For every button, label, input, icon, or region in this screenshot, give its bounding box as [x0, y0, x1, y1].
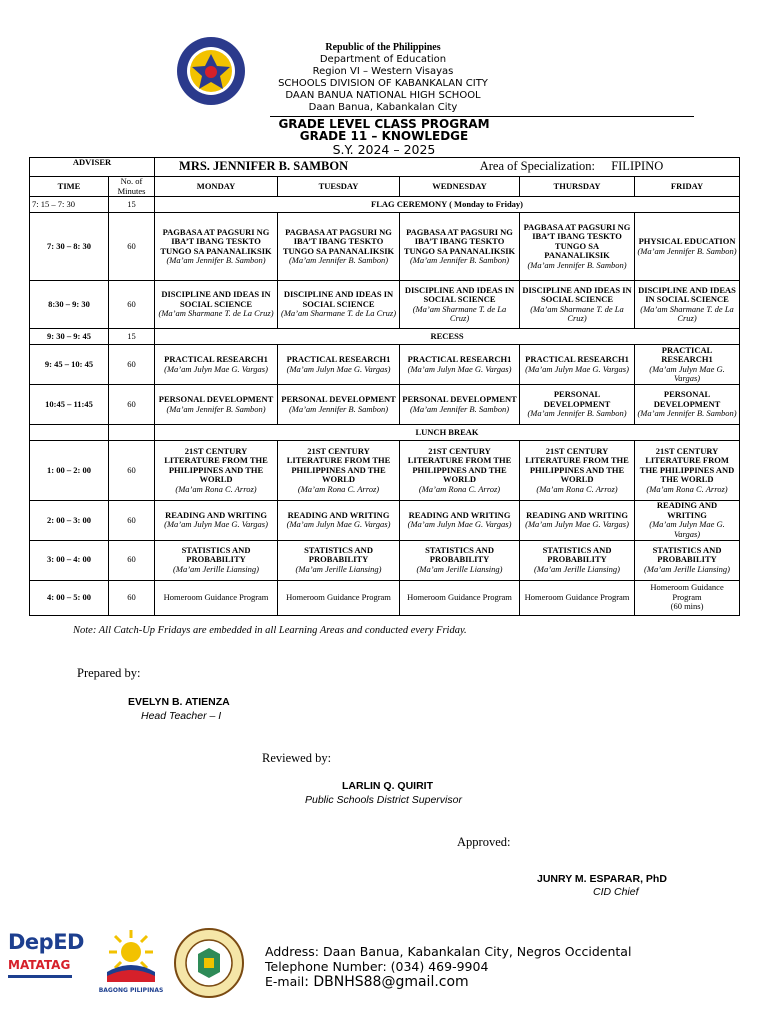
- subject-name: PHYSICAL EDUCATION: [638, 236, 736, 247]
- teacher-name: (Ma’am Rona C. Arroz): [175, 484, 257, 495]
- header-block: [250, 42, 516, 114]
- teacher-name: (Ma’am Jennifer B. Sambon): [409, 255, 510, 266]
- subject-name: STATISTICS AND PROBABILITY: [304, 544, 373, 565]
- teacher-name: (Ma’am Jennifer B. Sambon): [288, 403, 389, 414]
- homeroom-duration: (60 mins): [670, 601, 704, 612]
- subject-name: STATISTICS AND PROBABILITY: [425, 544, 494, 565]
- col-time: TIME: [30, 177, 109, 197]
- subject-name: 21ST CENTURY LITERATURE FROM THE PHILIPPINES AND THE WORLD: [525, 445, 629, 485]
- subject-name: PRACTICAL RESEARCH1: [407, 354, 512, 365]
- teacher-name: (Ma’am Julyn Mae G. Vargas): [164, 363, 268, 374]
- table-row: [30, 213, 740, 281]
- logo-underline: [8, 975, 72, 978]
- table-row: [30, 540, 740, 580]
- teacher-name: (Ma’am Jennifer B. Sambon): [527, 260, 627, 271]
- minutes-cell: 15: [109, 329, 155, 345]
- table-row: [30, 425, 740, 441]
- subject-cell: [520, 385, 635, 425]
- time-cell: 9: 45 – 10: 45: [30, 345, 109, 385]
- email-value[interactable]: : DBNHS88@gmail.com: [304, 974, 469, 990]
- subject-name: DISCIPLINE AND IDEAS IN SOCIAL SCIENCE: [638, 284, 736, 305]
- minutes-cell: 60: [109, 385, 155, 425]
- time-cell: 4: 00 – 5: 00: [30, 580, 109, 615]
- teacher-name: (Ma’am Jerille Liansing): [644, 563, 730, 574]
- time-cell: 9: 30 – 9: 45: [30, 329, 109, 345]
- approved-by-name: JUNRY M. ESPARAR, PhD: [537, 873, 667, 885]
- teacher-name: (Ma’am Julyn Mae G. Vargas): [286, 519, 391, 530]
- division-seal-icon: [174, 928, 244, 998]
- subject-cell: [520, 281, 635, 329]
- recess-cell: RECESS: [155, 329, 740, 345]
- lunch-break-cell: LUNCH BREAK: [155, 425, 740, 441]
- table-row: [30, 580, 740, 615]
- minutes-cell: 15: [109, 197, 155, 213]
- specialization-value: FILIPINO: [611, 159, 664, 174]
- subject-name: PRACTICAL RESEARCH1: [286, 354, 391, 365]
- table-row: [30, 501, 740, 540]
- subject-cell: [155, 501, 278, 540]
- teacher-name: (Ma’am Julyn Mae G. Vargas): [164, 519, 268, 530]
- homeroom-cell: Homeroom Guidance Program: [155, 580, 278, 615]
- subject-cell: [400, 213, 520, 281]
- school-division-seal: [174, 928, 244, 998]
- footer-phone: Telephone Number: (034) 469-9904: [265, 959, 489, 974]
- subject-cell: [400, 345, 520, 385]
- teacher-name: (Ma’am Rona C. Arroz): [536, 484, 618, 495]
- email-label: E-mail: [265, 974, 305, 989]
- subject-name: PRACTICAL RESEARCH1: [164, 354, 268, 365]
- subject-cell: [635, 281, 740, 329]
- teacher-name: (Ma’am Jennifer B. Sambon): [288, 255, 389, 266]
- teacher-name: (Ma’am Jerille Liansing): [295, 563, 382, 574]
- school-year: S.Y. 2024 – 2025: [332, 142, 436, 157]
- subject-name: 21ST CENTURY LITERATURE FROM THE PHILIPPINES AND THE WORLD: [286, 445, 391, 485]
- table-row: [30, 385, 740, 425]
- table-row: [30, 345, 740, 385]
- minutes-cell: 60: [109, 213, 155, 281]
- subject-name: READING AND WRITING: [526, 509, 628, 520]
- subject-cell: [278, 213, 400, 281]
- teacher-name: (Ma’am Julyn Mae G. Vargas): [525, 519, 629, 530]
- subject-cell: [635, 213, 740, 281]
- time-cell: [30, 425, 109, 441]
- homeroom-cell: Homeroom Guidance Program: [278, 580, 400, 615]
- specialization-label: Area of Specialization:: [479, 159, 595, 174]
- subject-name: PERSONAL DEVELOPMENT: [158, 394, 274, 405]
- subject-name: PRACTICAL RESEARCH1: [661, 344, 713, 365]
- time-cell: 2: 00 – 3: 00: [30, 501, 109, 540]
- subject-name: DISCIPLINE AND IDEAS IN SOCIAL SCIENCE: [283, 289, 394, 309]
- reviewed-by-label: Reviewed by:: [262, 751, 332, 765]
- reviewed-by-role: Public Schools District Supervisor: [305, 794, 462, 806]
- catch-up-note: Note: All Catch-Up Fridays are embedded in all Learning Areas and conducted every Friday.: [73, 625, 467, 636]
- col-thursday: THURSDAY: [520, 177, 635, 197]
- adviser-info: [155, 158, 740, 177]
- header-division: SCHOOLS DIVISION OF KABANKALAN CITY: [278, 78, 488, 89]
- col-minutes: No. of Minutes: [109, 177, 155, 197]
- flag-ceremony-cell: FLAG CEREMONY ( Monday to Friday): [155, 197, 740, 213]
- subject-cell: [155, 385, 278, 425]
- subject-name: PAGBASA AT PAGSURI NG IBA’T IBANG TESKTO TUNGO SA PANANALIKSIK: [282, 226, 395, 256]
- homeroom-text: Homeroom Guidance Program: [650, 582, 724, 602]
- teacher-name: (Ma’am Julyn Mae G. Vargas): [649, 519, 725, 539]
- teacher-name: (Ma’am Rona C. Arroz): [646, 484, 728, 495]
- teacher-name: (Ma’am Sharmane T. de La Cruz): [158, 308, 274, 319]
- subject-cell: [278, 281, 400, 329]
- table-row: [30, 197, 740, 213]
- subject-cell: [635, 385, 740, 425]
- subject-name: STATISTICS AND PROBABILITY: [181, 544, 251, 565]
- subject-cell: [278, 501, 400, 540]
- subject-name: READING AND WRITING: [408, 509, 511, 520]
- teacher-name: (Ma’am Sharmane T. de La Cruz): [530, 303, 624, 324]
- teacher-name: (Ma’am Jerille Liansing): [173, 563, 259, 574]
- teacher-name: (Ma’am Jennifer B. Sambon): [637, 245, 737, 256]
- minutes-cell: [109, 425, 155, 441]
- subject-name: READING AND WRITING: [165, 509, 267, 520]
- minutes-cell: 60: [109, 441, 155, 501]
- deped-seal-logo: [176, 36, 246, 106]
- subject-cell: [155, 345, 278, 385]
- subject-cell: [400, 501, 520, 540]
- subject-cell: [400, 385, 520, 425]
- subject-name: PERSONAL DEVELOPMENT: [281, 394, 396, 405]
- subject-cell: [520, 540, 635, 580]
- time-cell: 7: 30 – 8: 30: [30, 213, 109, 281]
- teacher-name: (Ma’am Julyn Mae G. Vargas): [649, 363, 725, 384]
- teacher-name: (Ma’am Jennifer B. Sambon): [409, 403, 510, 414]
- subject-cell: [400, 540, 520, 580]
- teacher-name: (Ma’am Sharmane T. de La Cruz): [412, 303, 507, 324]
- minutes-cell: 60: [109, 540, 155, 580]
- teacher-name: (Ma’am Jennifer B. Sambon): [527, 408, 627, 419]
- col-friday: FRIDAY: [635, 177, 740, 197]
- prepared-by-role: Head Teacher – I: [141, 710, 222, 722]
- subject-name: DISCIPLINE AND IDEAS IN SOCIAL SCIENCE: [522, 284, 632, 305]
- minutes-cell: 60: [109, 345, 155, 385]
- time-cell: 10:45 – 11:45: [30, 385, 109, 425]
- subject-name: PRACTICAL RESEARCH1: [525, 354, 629, 365]
- subject-name: PERSONAL DEVELOPMENT: [543, 389, 611, 409]
- homeroom-cell: Homeroom Guidance Program: [520, 580, 635, 615]
- teacher-name: (Ma’am Julyn Mae G. Vargas): [286, 363, 391, 374]
- footer-address: Address: Daan Banua, Kabankalan City, Negros Occidental: [265, 944, 632, 959]
- subject-cell: [400, 281, 520, 329]
- header-region: Region VI – Western Visayas: [312, 66, 454, 77]
- minutes-cell: 60: [109, 501, 155, 540]
- subject-name: STATISTICS AND PROBABILITY: [542, 544, 612, 565]
- approved-by-role: CID Chief: [593, 886, 639, 898]
- bagong-pilipinas-text: BAGONG PILIPINAS: [98, 987, 164, 994]
- subject-cell: [635, 540, 740, 580]
- teacher-name: (Ma’am Julyn Mae G. Vargas): [407, 363, 512, 374]
- table-row: [30, 441, 740, 501]
- header-address: Daan Banua, Kabankalan City: [308, 102, 458, 113]
- teacher-name: (Ma’am Jerille Liansing): [534, 563, 620, 574]
- homeroom-cell: Homeroom Guidance Program: [400, 580, 520, 615]
- teacher-name: (Ma’am Jennifer B. Sambon): [166, 255, 266, 266]
- teacher-name: (Ma’am Julyn Mae G. Vargas): [525, 363, 629, 374]
- teacher-name: (Ma’am Sharmane T. de La Cruz): [280, 308, 397, 319]
- sun-emblem-icon: [103, 928, 159, 982]
- teacher-name: (Ma’am Sharmane T. de La Cruz): [640, 303, 734, 324]
- subject-name: READING AND WRITING: [287, 509, 390, 520]
- subject-cell: [278, 385, 400, 425]
- subject-cell: [635, 441, 740, 501]
- time-cell: 7: 15 – 7: 30: [30, 197, 109, 213]
- approved-label: Approved:: [457, 835, 511, 849]
- teacher-name: (Ma’am Rona C. Arroz): [297, 484, 380, 495]
- time-cell: 1: 00 – 2: 00: [30, 441, 109, 501]
- matatag-logo-text: MATATAG: [8, 958, 71, 972]
- teacher-name: (Ma’am Julyn Mae G. Vargas): [407, 519, 512, 530]
- bagong-pilipinas-logo: [92, 928, 170, 998]
- adviser-name: MRS. JENNIFER B. SAMBON: [179, 159, 349, 174]
- time-cell: 8:30 – 9: 30: [30, 281, 109, 329]
- adviser-row: [30, 158, 740, 177]
- subject-cell: [155, 540, 278, 580]
- subject-name: 21ST CENTURY LITERATURE FROM THE PHILIPPINES AND THE WORLD: [164, 445, 268, 485]
- prepared-by-name: EVELYN B. ATIENZA: [128, 696, 230, 708]
- subject-name: READING AND WRITING: [656, 500, 718, 520]
- subject-cell: [278, 345, 400, 385]
- deped-matatag-logo: [8, 930, 83, 1000]
- footer-email: [265, 974, 469, 990]
- subject-cell: [278, 441, 400, 501]
- subject-name: PERSONAL DEVELOPMENT: [653, 389, 721, 409]
- subject-name: PAGBASA AT PAGSURI NG IBA’T IBANG TESKTO TUNGO SA PANANALIKSIK: [160, 226, 272, 256]
- col-tuesday: TUESDAY: [278, 177, 400, 197]
- col-wednesday: WEDNESDAY: [400, 177, 520, 197]
- teacher-name: (Ma’am Rona C. Arroz): [418, 484, 501, 495]
- reviewed-by-name: LARLIN Q. QUIRIT: [342, 780, 433, 792]
- adviser-label: ADVISER: [30, 158, 155, 177]
- prepared-by-label: Prepared by:: [77, 666, 141, 680]
- subject-cell: [520, 213, 635, 281]
- minutes-cell: 60: [109, 281, 155, 329]
- subject-name: PAGBASA AT PAGSURI NG IBA’T IBANG TESKTO TUNGO SA PANANALIKSIK: [523, 221, 631, 261]
- subject-name: PAGBASA AT PAGSURI NG IBA’T IBANG TESKTO TUNGO SA PANANALIKSIK: [403, 226, 516, 256]
- subject-cell: [155, 281, 278, 329]
- subject-cell: [520, 441, 635, 501]
- subject-cell: [520, 501, 635, 540]
- subject-name: 21ST CENTURY LITERATURE FROM THE PHILIPPINES AND THE WORLD: [639, 445, 735, 485]
- subject-cell: [400, 441, 520, 501]
- subject-cell: [635, 501, 740, 540]
- header-republic: Republic of the Philippines: [325, 42, 441, 53]
- subject-cell: [278, 540, 400, 580]
- subject-cell: [155, 441, 278, 501]
- teacher-name: (Ma’am Jennifer B. Sambon): [166, 403, 266, 414]
- subject-cell: [155, 213, 278, 281]
- header-school: DAAN BANUA NATIONAL HIGH SCHOOL: [285, 90, 481, 101]
- teacher-name: (Ma’am Jerille Liansing): [416, 563, 503, 574]
- subject-name: DISCIPLINE AND IDEAS IN SOCIAL SCIENCE: [404, 284, 515, 305]
- subject-name: PERSONAL DEVELOPMENT: [402, 394, 517, 405]
- class-program-table: [29, 157, 740, 616]
- col-monday: MONDAY: [155, 177, 278, 197]
- subject-cell: [635, 345, 740, 385]
- time-cell: 3: 00 – 4: 00: [30, 540, 109, 580]
- subject-cell: [520, 345, 635, 385]
- homeroom-cell: [635, 580, 740, 615]
- table-header-row: [30, 177, 740, 197]
- subject-name: DISCIPLINE AND IDEAS IN SOCIAL SCIENCE: [161, 289, 271, 309]
- subject-name: 21ST CENTURY LITERATURE FROM THE PHILIPPINES AND THE WORLD: [407, 445, 512, 485]
- doc-title: GRADE LEVEL CLASS PROGRAM: [278, 117, 490, 131]
- doc-subtitle: GRADE 11 – KNOWLEDGE: [299, 129, 469, 143]
- minutes-cell: 60: [109, 580, 155, 615]
- table-row: [30, 329, 740, 345]
- header-department: Department of Education: [319, 54, 447, 65]
- teacher-name: (Ma’am Jennifer B. Sambon): [637, 408, 737, 419]
- subject-name: STATISTICS AND PROBABILITY: [652, 544, 722, 565]
- table-row: [30, 281, 740, 329]
- deped-logo-text: DepED: [8, 930, 84, 954]
